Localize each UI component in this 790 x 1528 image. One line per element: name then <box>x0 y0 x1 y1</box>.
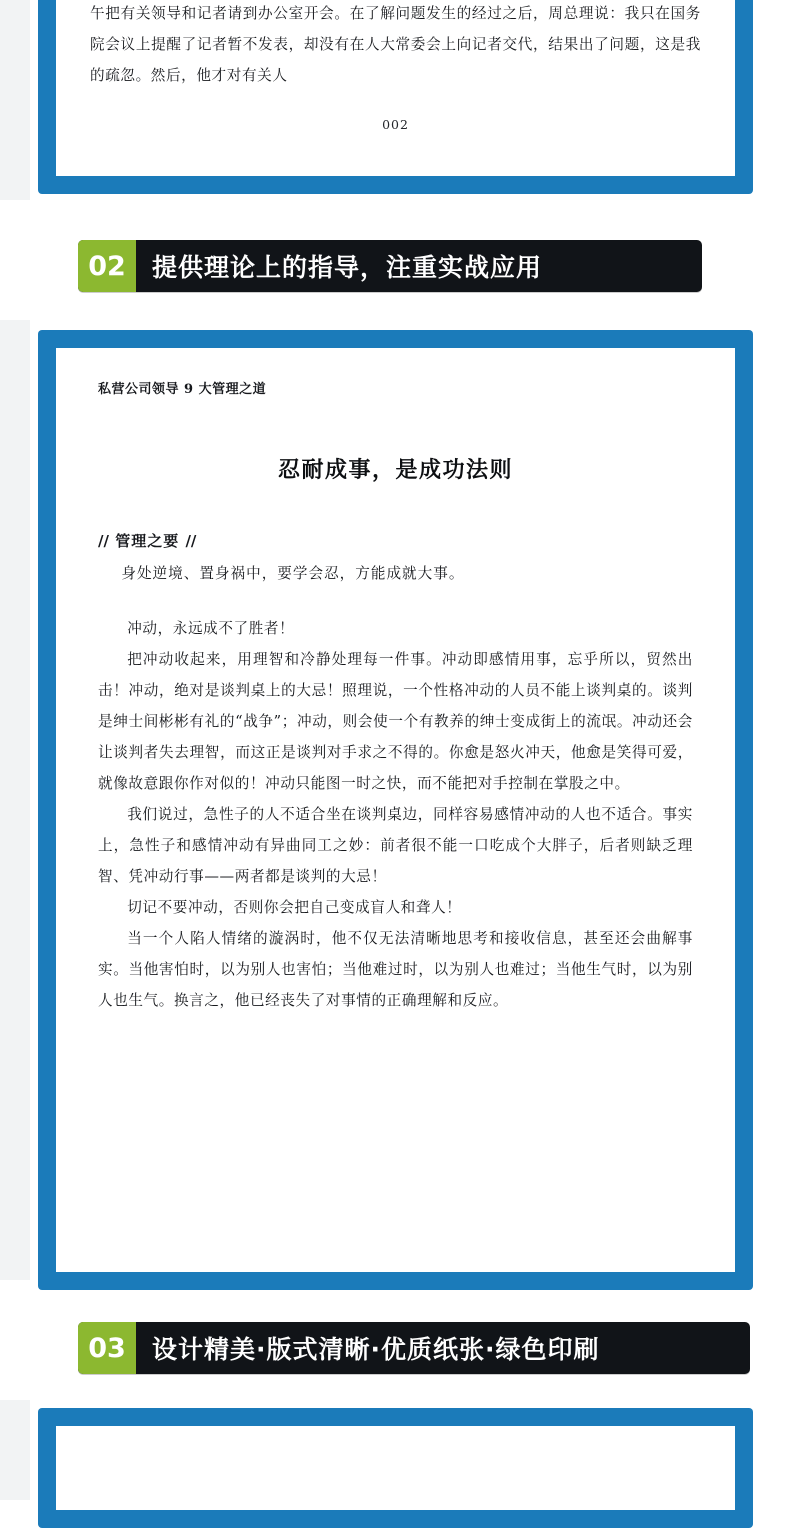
section-label-row <box>98 530 693 551</box>
book-page-card-middle <box>38 330 753 1290</box>
section-banner-02-label: 提供理论上的指导，注重实战应用 <box>152 253 543 282</box>
book-page-card-bottom <box>38 1408 753 1528</box>
page-folio-number: 002 <box>382 117 409 132</box>
section-banner-02-number: 02 <box>78 240 136 292</box>
book-page-card-top <box>38 0 753 194</box>
book-page-top-text <box>90 0 701 91</box>
section-banner-02 <box>78 240 702 292</box>
book-page-top-inner <box>56 0 735 176</box>
paragraph: 午把有关领导和记者请到办公室开会。在了解问题发生的经过之后，周总理说：我只在国务院会议上提醒了记者暂不发表，却没有在人大常委会上向记者交代，结果出了问题，这是我的疏忽。然后，他才对有关人 <box>90 5 701 84</box>
chapter-title: 忍耐成事，是成功法则 <box>277 457 513 483</box>
section-label-text: 管理之要 <box>115 532 180 550</box>
book-page-middle-inner <box>56 348 735 1272</box>
section-banner-03-label: 设计精美·版式清晰·优质纸张·绿色印刷 <box>152 1335 600 1364</box>
paragraph: 切记不要冲动，否则你会把自己变成盲人和聋人！ <box>127 899 462 916</box>
left-edge-strip-top <box>0 0 30 200</box>
paragraph: 我们说过，急性子的人不适合坐在谈判桌边，同样容易感情冲动的人也不适合。事实上，急性子和感情冲动有异曲同工之妙：前者很不能一口吃成个大胖子，后者则缺乏理智、凭冲动行事——两者都是谈判的大忌！ <box>98 806 693 885</box>
left-edge-strip-bottom <box>0 1400 30 1500</box>
running-head: 私营公司领导 9 大管理之道 <box>98 382 267 397</box>
section-banner-03-number: 03 <box>78 1322 136 1374</box>
slash-left-decoration: // <box>98 532 109 550</box>
paragraph: 当一个人陷人情绪的漩涡时，他不仅无法清晰地思考和接收信息，甚至还会曲解事实。当他害怕时，以为别人也害怕；当他难过时，以为别人也难过；当他生气时，以为别人也生气。换言之，他已经丧失了对事情的正确理解和反应。 <box>98 930 693 1009</box>
section-banner-03 <box>78 1322 750 1374</box>
book-page-middle-body <box>98 613 693 1016</box>
paragraph: 把冲动收起来，用理智和冷静处理每一件事。冲动即感情用事，忘乎所以，贸然出击！冲动，绝对是谈判桌上的大忌！照理说，一个性格冲动的人员不能上谈判桌的。谈判是绅士间彬彬有礼的“战争”；冲动，则会使一个有教养的绅士变成街上的流氓。冲动还会让谈判者失去理智，而这正是谈判对手求之不得的。你愈是怒火冲天，他愈是笑得可爱，就像故意跟你作对似的！冲动只能图一时之快，而不能把对手控制在掌股之中。 <box>98 651 693 792</box>
section-quote: 身处逆境、置身祸中，要学会忍，方能成就大事。 <box>121 565 465 582</box>
slash-right-decoration: // <box>185 532 197 550</box>
book-page-bottom-inner <box>56 1426 735 1510</box>
paragraph: 冲动，永远成不了胜者！ <box>127 620 295 637</box>
left-edge-strip-mid <box>0 320 30 1280</box>
